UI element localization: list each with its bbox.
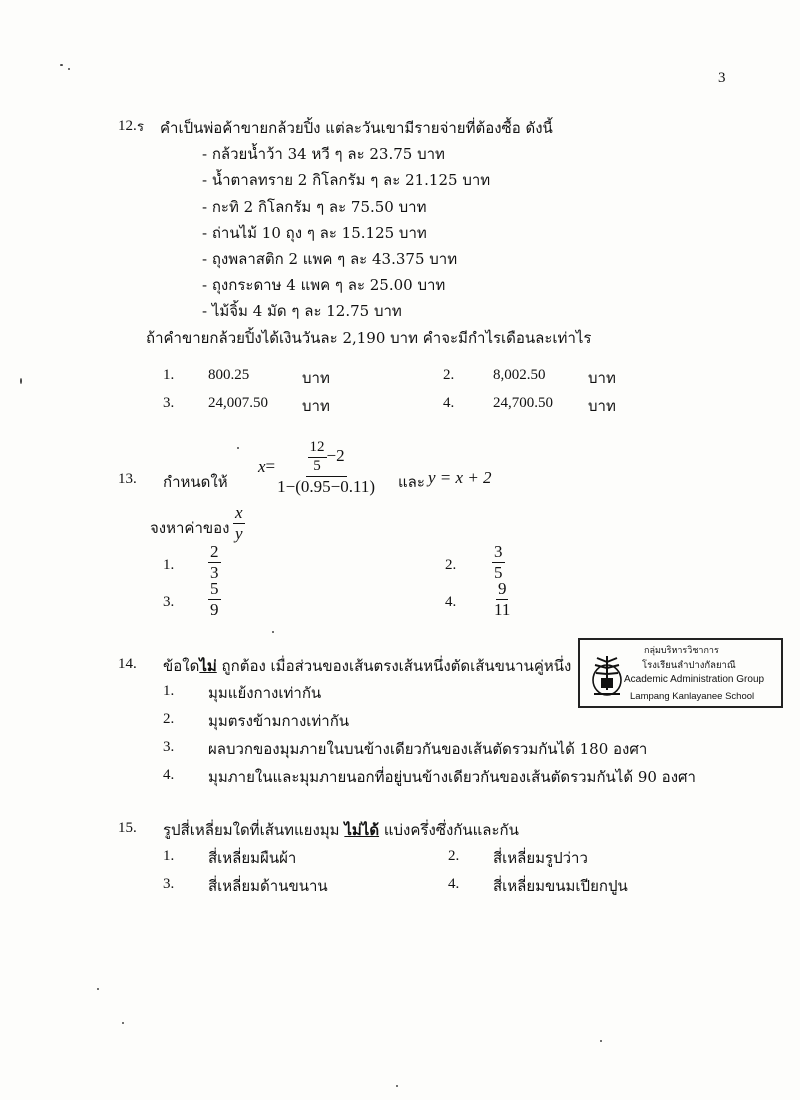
q15-choice-number: 1. (163, 848, 175, 864)
q14-text-post: ถูกต้อง เมื่อส่วนของเส้นตรงเส้นหนึ่งตัดเส้นขนานคู่หนึ่ง (221, 657, 572, 675)
q13-x-var: x (258, 456, 266, 476)
q12-choice-unit: บาท (588, 369, 616, 387)
q12-mark: ร (137, 120, 144, 135)
q13-choice-den: 9 (210, 599, 219, 619)
page-number: 3 (718, 70, 726, 86)
q12-number: 12. (118, 118, 137, 134)
q12-choice-value: 24,007.50 (208, 395, 268, 411)
q15-number: 15. (118, 820, 137, 836)
q13-choice-num: 9 (497, 579, 507, 598)
q12-item: - ถุงกระดาษ 4 แพค ๆ ละ 25.00 บาท (202, 276, 446, 294)
q13-choice-fraction (492, 580, 512, 619)
q13-choice-number: 4. (445, 594, 457, 610)
q13-choice-num: 5 (210, 579, 219, 598)
q14-text (163, 654, 571, 678)
q15-choice-number: 3. (163, 876, 175, 892)
q14-choice-text: มุมตรงข้ามกางเท่ากัน (208, 712, 350, 730)
q13-choice-num: 3 (494, 542, 503, 561)
q14-choice-text: มุมแย้งกางเท่ากัน (208, 684, 322, 702)
scan-speck (396, 1085, 398, 1087)
school-stamp (578, 638, 783, 708)
q13-choice-number: 2. (445, 557, 457, 573)
q14-text-not: ไม่ (199, 657, 217, 675)
q13-main-numerator (306, 440, 347, 477)
q12-choice-value: 8,002.50 (493, 367, 546, 383)
q13-choice-fraction (208, 580, 221, 619)
stamp-line-2: โรงเรียนลำปางกัลยาณี (642, 660, 736, 671)
q12-choice-value: 24,700.50 (493, 395, 553, 411)
q13-equals: = (265, 456, 276, 476)
scan-speck (272, 631, 274, 633)
q12-choice-unit: บาท (588, 397, 616, 415)
q13-and: และ (398, 473, 425, 491)
q13-find: จงหาค่าของ (150, 519, 230, 537)
q14-choice-text: ผลบวกของมุมภายในบนข้างเดียวกันของเส้นตัดรวมกันได้ 180 องศา (208, 740, 648, 758)
q13-choice-num: 2 (210, 542, 219, 561)
q13-inner-den: 5 (313, 457, 321, 474)
q15-choice-text: สี่เหลี่ยมผืนผ้า (208, 849, 297, 867)
q15-text-post: แบ่งครึ่งซึ่งกันและกัน (383, 821, 519, 839)
q12-choice-number: 2. (443, 367, 455, 383)
scan-speck (97, 988, 99, 990)
q15-choice-number: 2. (448, 848, 460, 864)
q13-inner-fraction (308, 440, 327, 475)
q13-choice-den: 3 (210, 562, 219, 582)
q14-choice-text: มุมภายในและมุมภายนอกที่อยู่บนข้างเดียวกันของเส้นตัดรวมกันได้ 90 องศา (208, 768, 696, 786)
q13-minus-two: −2 (326, 446, 345, 466)
q12-item: - กะทิ 2 กิโลกรัม ๆ ละ 75.50 บาท (202, 198, 427, 216)
stamp-line-4: Lampang Kanlayanee School (630, 691, 755, 702)
q13-choice-number: 1. (163, 557, 175, 573)
q14-number: 14. (118, 656, 137, 672)
q13-choice-den: 11 (494, 599, 511, 619)
q12-choice-number: 4. (443, 395, 455, 411)
q13-choice-fraction (208, 543, 221, 582)
q13-inner-num: 12 (308, 440, 327, 458)
q15-text-pre: รูปสี่เหลี่ยมใดที่เส้นทแยงมุม (163, 821, 340, 839)
q13-find-fraction (233, 504, 245, 543)
q12-item: - น้ำตาลทราย 2 กิโลกรัม ๆ ละ 21.125 บาท (202, 171, 491, 189)
q13-given: กำหนดให้ (163, 473, 228, 491)
q12-item: - ถุงพลาสติก 2 แพค ๆ ละ 43.375 บาท (202, 250, 458, 268)
q14-choice-number: 4. (163, 767, 175, 783)
scan-speck (600, 1040, 602, 1042)
q12-question: ถ้าคำขายกล้วยปิ้งได้เงินวันละ 2,190 บาท คำจะมีกำไรเดือนละเท่าไร (146, 329, 592, 347)
q15-choice-text: สี่เหลี่ยมรูปว่าว (493, 849, 588, 867)
q13-choice-den: 5 (494, 562, 503, 582)
q12-item: - ไม้จิ้ม 4 มัด ๆ ละ 12.75 บาท (202, 302, 402, 320)
q13-choice-number: 3. (163, 594, 175, 610)
q12-choice-unit: บาท (302, 397, 330, 415)
q14-choice-number: 2. (163, 711, 175, 727)
q14-text-pre: ข้อใด (163, 657, 200, 675)
q14-choice-number: 3. (163, 739, 175, 755)
q12-intro: คำเป็นพ่อค้าขายกล้วยปิ้ง แต่ละวันเขามีรายจ่ายที่ต้องซื้อ ดังนี้ (160, 119, 553, 137)
q15-text (163, 818, 519, 842)
q13-main-fraction (275, 440, 377, 495)
q14-choice-number: 1. (163, 683, 175, 699)
q13-y-eq: y = x + 2 (428, 468, 492, 487)
stamp-line-3: Academic Administration Group (624, 674, 765, 685)
q12-item: - ถ่านไม้ 10 ถุง ๆ ละ 15.125 บาท (202, 224, 427, 242)
q13-main-denominator: 1−(0.95−0.11) (277, 476, 376, 496)
q13-number: 13. (118, 471, 137, 487)
q12-choice-number: 3. (163, 395, 175, 411)
q15-choice-number: 4. (448, 876, 460, 892)
q12-choice-number: 1. (163, 367, 175, 383)
q13-equation (258, 440, 377, 495)
q13-find-num: x (235, 503, 243, 522)
stamp-line-1: กลุ่มบริหารวิชาการ (644, 645, 719, 655)
q15-choice-text: สี่เหลี่ยมด้านขนาน (208, 877, 328, 895)
q13-find-den: y (235, 523, 243, 543)
scan-speck (237, 447, 239, 449)
scan-speck (20, 378, 22, 384)
q12-choice-value: 800.25 (208, 367, 250, 383)
q12-item: - กล้วยน้ำว้า 34 หวี ๆ ละ 23.75 บาท (202, 145, 445, 163)
q13-choice-fraction (492, 543, 505, 582)
school-emblem-icon (588, 650, 626, 698)
scan-speck (122, 1022, 124, 1024)
q12-choice-unit: บาท (302, 369, 330, 387)
q15-text-not: ไม่ได้ (344, 821, 380, 839)
scan-speck (68, 68, 70, 70)
scan-speck (60, 64, 63, 66)
q15-choice-text: สี่เหลี่ยมขนมเปียกปูน (493, 877, 628, 895)
